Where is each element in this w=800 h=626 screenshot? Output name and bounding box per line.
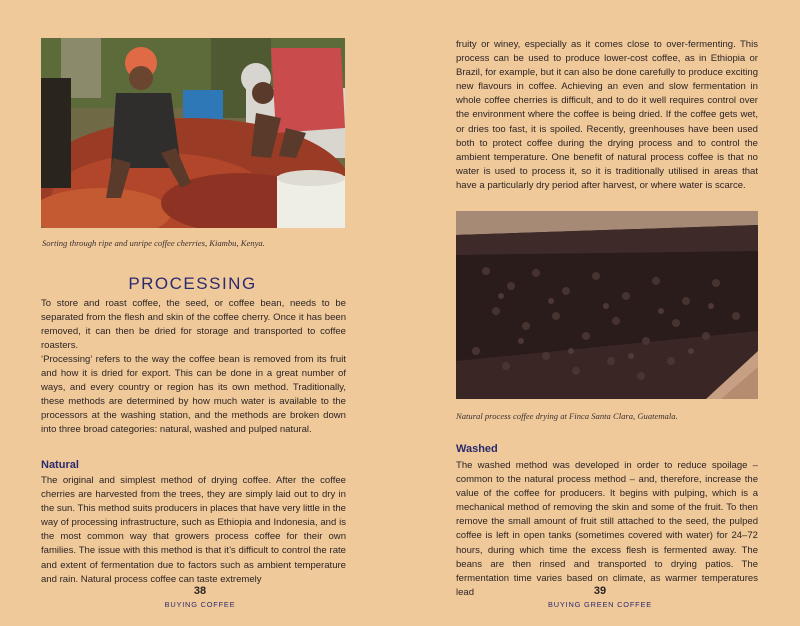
photo-natural-process-drying	[456, 211, 758, 399]
page-number: 39	[593, 585, 607, 597]
intro-paragraph-1	[41, 297, 346, 353]
natural-continued-text: fruity or winey, especially as it comes close to over-fermenting. This process can be used to produce lower-cost coffee, as in Ethiopia or Brazil, for example, but it can also be done carefully to produce exciting new flavours in coffee. Achieving an even and slow fermentation in whole coffee cherries is difficult, and to do it well requires control over the environment where the coffee is being dried. If the coffee gets wet, or dries too fast, it is spoiled. Recently, greenhouses have been used both to protect coffee during the drying process and to control the ambient temperature. One benefit of natural process coffee is that no water is used to process it, so it is traditionally utilised in areas that have a particularly dry period after harvest, or where water is scarce.	[456, 39, 758, 191]
washed-text: The washed method was developed in order to reduce spoilage – common to the natural process method – and, therefore, increase the value of the coffee for producers. It begins with pulping, which is a mechanical method of removing the skin and some of the fruit. To then remove the small amount of fruit still attached to the seed, the pulped coffee is left in open tanks (sometimes covered with water) for 24–72 hours, during which time the excess flesh is fermented away. The beans are then rinsed and transported to drying patios. The fermentation time varies based on climate, as warmer temperatures lead	[456, 460, 758, 598]
page-heading: PROCESSING	[128, 274, 257, 293]
natural-text: The original and simplest method of drying coffee. After the coffee cherries are harvested from the trees, they are simply laid out to dry in the sun. This method suits producers in places that have very little in the way of processing infrastructure, such as Ethiopia and Indonesia, and is the most common way that growers process coffee for their own families. The issue with this method is that it’s difficult to control the rate and extent of fermentation due to factors such as ambient temperature and rain. Natural process coffee can taste extremely	[41, 475, 346, 585]
washed-paragraph	[456, 459, 758, 600]
right-page	[400, 0, 800, 626]
page-number: 38	[193, 585, 207, 597]
natural-continued-paragraph	[456, 38, 758, 193]
washed-heading: Washed	[456, 443, 498, 455]
natural-paragraph	[41, 474, 346, 587]
photo-caption: Natural process coffee drying at Finca Santa Clara, Guatemala.	[456, 411, 678, 421]
running-title: BUYING GREEN COFFEE	[548, 600, 652, 609]
intro-text-1: To store and roast coffee, the seed, or coffee bean, needs to be separated from the flesh and skin of the coffee cherry. Once it has been removed, it can then be dried for storage and transported to coffee roasters.	[41, 298, 346, 352]
intro-text-2: ‘Processing’ refers to the way the coffee bean is removed from its fruit and how it is dried for export. This can be done in a great number of ways, and every country or region has its own method. Traditionally, these methods are determined by how much water is available to the processors at the washing station, and the methods are broken down into three broad categories: natural, washed and pulped natural.	[41, 354, 346, 436]
photo-sorting-coffee-cherries	[41, 38, 345, 228]
intro-paragraph-2	[41, 353, 346, 438]
natural-heading: Natural	[41, 459, 79, 471]
photo-caption: Sorting through ripe and unripe coffee cherries, Kiambu, Kenya.	[42, 238, 265, 248]
running-title: BUYING COFFEE	[164, 600, 236, 609]
